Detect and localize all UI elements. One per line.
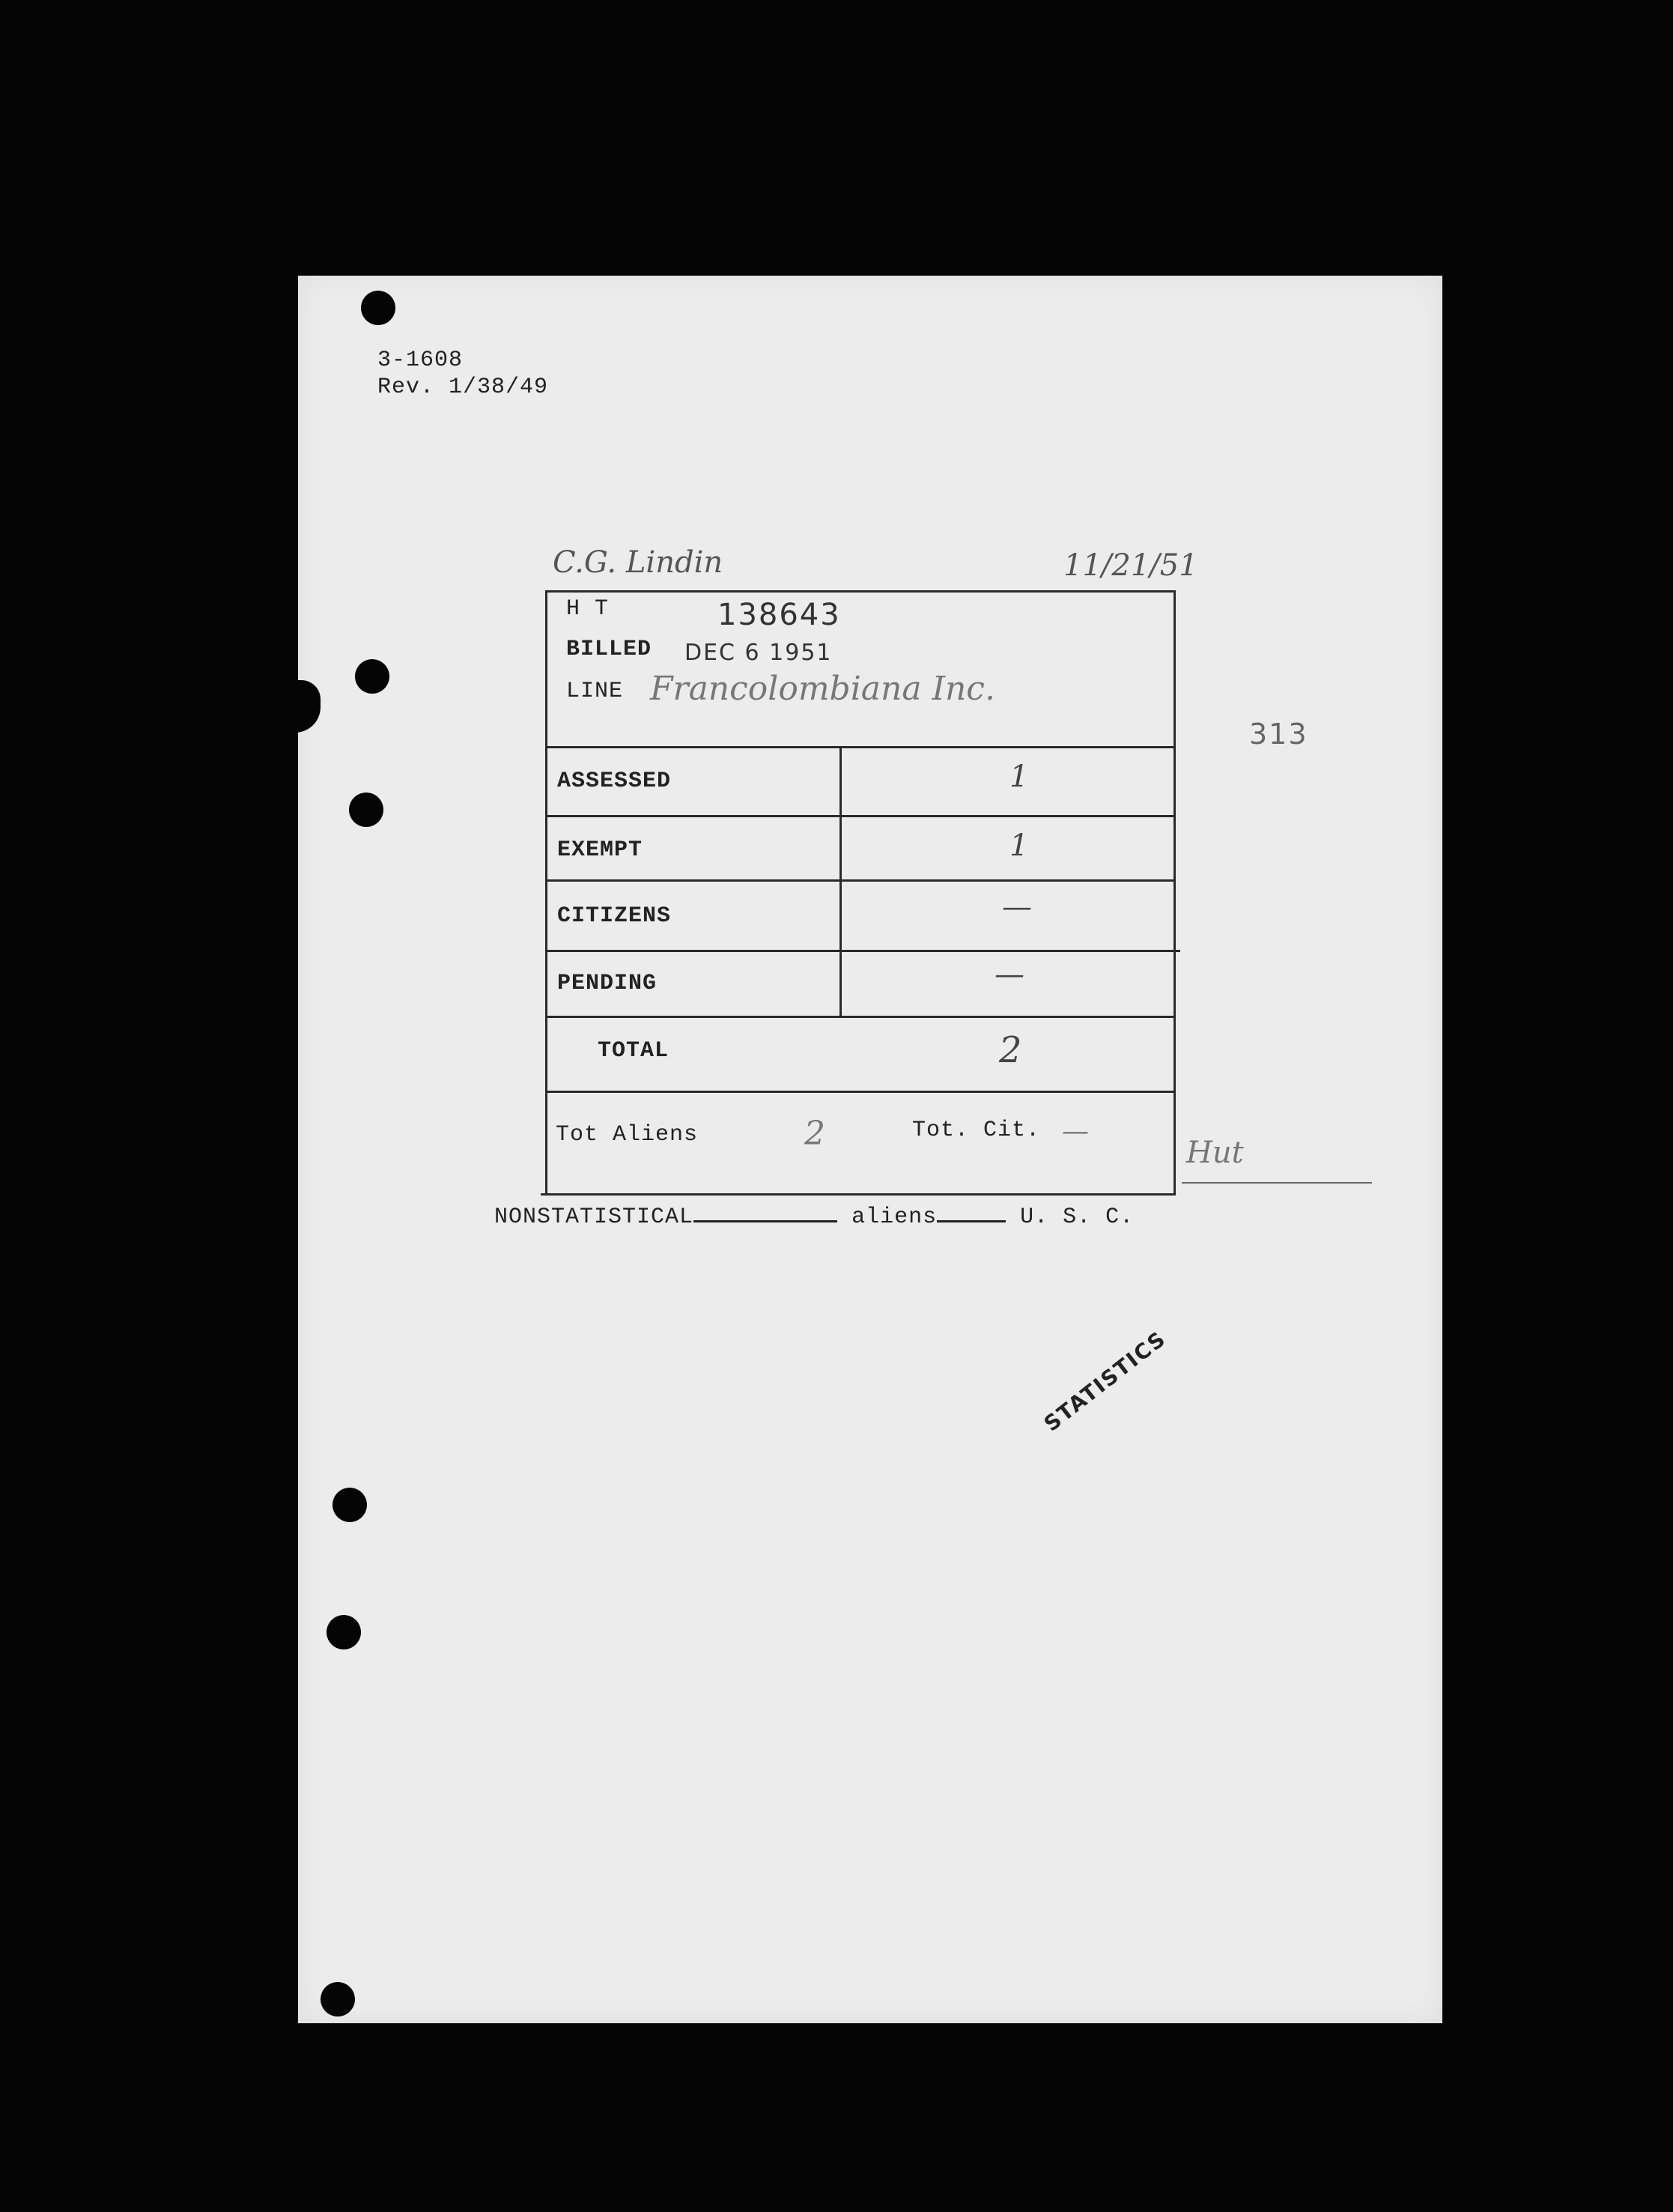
row-label-assessed: ASSESSED <box>557 769 672 794</box>
handwritten-initials: Hut <box>1186 1136 1244 1170</box>
row-value-assessed: 1 <box>1009 760 1029 794</box>
row-value-citizens: — <box>1002 890 1032 924</box>
ht-label: H T <box>566 596 610 622</box>
handwritten-signature-top: C.G. Lindin <box>553 545 723 580</box>
tot-cit-value: — <box>1062 1116 1089 1147</box>
row-label-pending: PENDING <box>557 971 658 996</box>
total-value: 2 <box>999 1029 1022 1071</box>
torn-edge <box>295 680 321 733</box>
nonstatistical-line <box>494 1205 1134 1230</box>
punch-hole-4 <box>333 1488 367 1522</box>
row-label-citizens: CITIZENS <box>557 903 672 929</box>
tot-aliens-value: 2 <box>804 1115 825 1153</box>
line-label: LINE <box>566 679 624 704</box>
nonstatistical-label: NONSTATISTICAL <box>494 1205 694 1230</box>
total-label: TOTAL <box>598 1038 669 1064</box>
punch-hole-1 <box>361 291 395 325</box>
ht-number: 138643 <box>717 598 841 632</box>
row-value-exempt: 1 <box>1009 828 1029 863</box>
punch-hole-5 <box>327 1615 361 1649</box>
nonstatistical-usc-label: U. S. C. <box>1020 1205 1135 1230</box>
tot-cit-label: Tot. Cit. <box>912 1118 1041 1143</box>
row-value-pending: — <box>995 957 1024 992</box>
billed-label: BILLED <box>566 637 652 662</box>
statistics-stamp: STATISTICS <box>1039 1326 1171 1437</box>
line-value: Francolombiana Inc. <box>650 670 995 708</box>
punch-hole-3 <box>349 793 383 827</box>
form-sheet <box>298 276 1442 2023</box>
punch-hole-2 <box>355 659 389 694</box>
form-number: 3-1608 <box>377 348 464 373</box>
punch-hole-6 <box>321 1982 355 2016</box>
tally-box <box>545 590 1176 1196</box>
form-revision: Rev. 1/38/49 <box>377 375 549 400</box>
billed-date: DEC 6 1951 <box>684 640 833 666</box>
nonstatistical-aliens-label: aliens <box>851 1205 938 1230</box>
handwritten-date: 11/21/51 <box>1063 548 1198 583</box>
tot-aliens-label: Tot Aliens <box>556 1122 699 1148</box>
page-number: 313 <box>1249 718 1308 751</box>
row-label-exempt: EXEMPT <box>557 837 643 863</box>
